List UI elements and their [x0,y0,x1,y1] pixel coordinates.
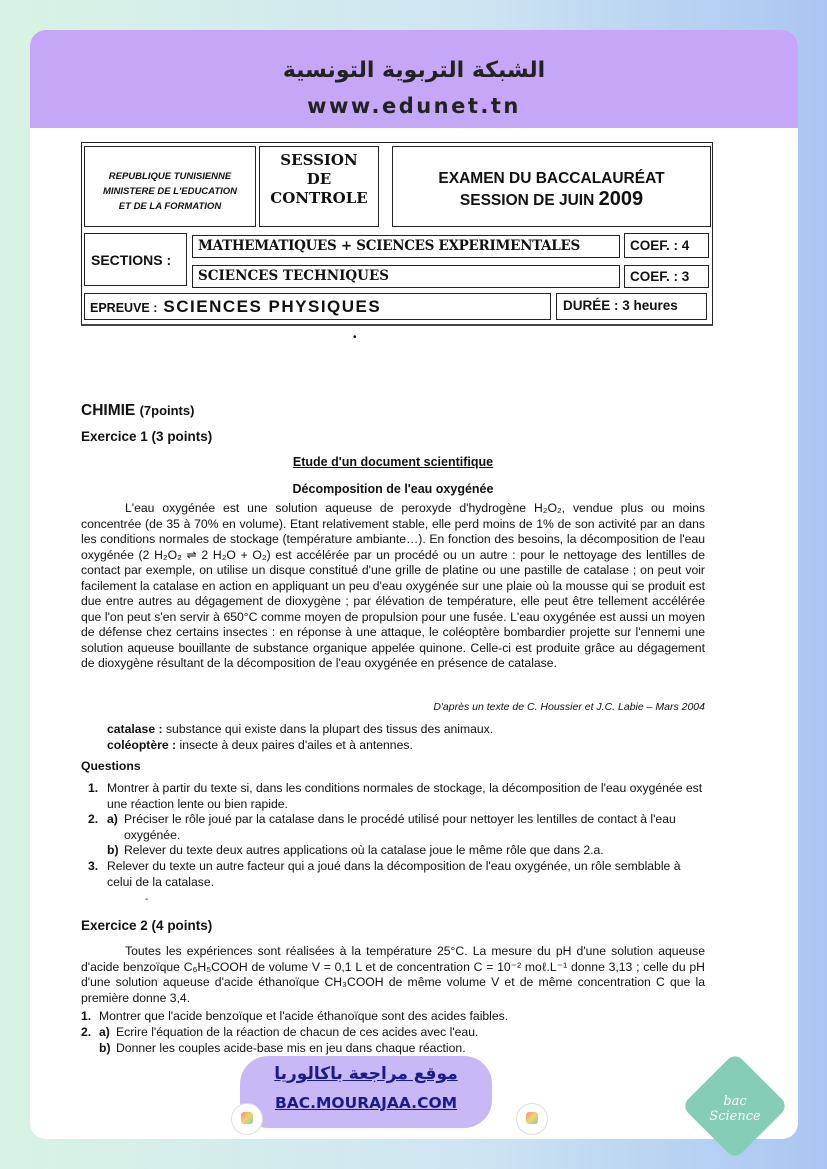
question-2a: Préciser le rôle joué par la catalase dans le procédé utilisé pour nettoyer les lentilles de contact à l'eau oxygénée. [124,812,676,842]
document-subtitle: Décomposition de l'eau oxygénée [292,482,494,496]
epreuve-block: EPREUVE : SCIENCES PHYSIQUES [84,293,551,320]
scan-dot: • [353,332,357,343]
exam-title: EXAMEN DU BACCALAURÉAT [438,170,665,187]
question-3: Relever du texte un autre facteur qui a joué dans la décomposition de l'eau oxygénée, un rôle semblable à celui de la catalase. [107,859,681,889]
header-underline [81,324,713,326]
q2b-label: b) [107,843,119,857]
republic-block: REPUBLIQUE TUNISIENNE MINISTERE DE L'EDUCATION ET DE LA FORMATION [84,146,256,227]
question-1: Montrer à partir du texte si, dans les conditions normales de stockage, la décomposition de l'eau oxygénée est une réaction lente ou bien rapide. [107,781,703,811]
coef-math: COEF. : 4 [624,233,709,258]
banner-arabic-title: الشبكة التربوية التونسية [282,58,546,83]
gloss-coleoptere: coléoptère : insecte à deux paires d'ailes et à antennes. [107,738,413,752]
gloss-catalase: catalase : substance qui existe dans la plupart des tissus des animaux. [107,722,494,736]
exam-session: SESSION DE JUIN [459,192,595,209]
scan-dot: - [145,894,149,905]
exam-year: 2009 [598,188,644,210]
section-math: MATHEMATIQUES + SCIENCES EXPERIMENTALES [192,235,620,258]
page-frame [30,30,798,1139]
epreuve-subject: SCIENCES PHYSIQUES [163,297,382,316]
e2a-label: a) [99,1025,110,1039]
footer-site-link[interactable]: BAC.MOURAJAA.COM [274,1094,458,1112]
document-source: D'après un texte de C. Houssier et J.C. Labie – Mars 2004 [433,701,705,713]
e2b-label: b) [99,1041,111,1055]
exercise2-title: Exercice 2 (4 points) [81,918,213,933]
exercise2-q1: Montrer que l'acide benzoïque et l'acide éthanoïque sont des acides faibles. [99,1009,509,1023]
sections-label: SECTIONS : [84,233,187,286]
duree-block: DURÉE : 3 heures [556,293,707,320]
question-2b: Relever du texte deux autres applications où la catalase joue le même rôle que dans 2.a. [124,843,604,857]
edunet-banner [30,30,798,128]
q2-number: 2. [88,812,99,826]
session-block: SESSION DE CONTROLE [259,146,379,227]
bac-mourajaa-badge[interactable] [240,1056,492,1128]
q1-number: 1. [88,781,99,795]
exercise1-title: Exercice 1 (3 points) [81,429,213,444]
exercise2-text: Toutes les expériences sont réalisées à la température 25°C. La mesure du pH d'une solution aqueuse d'acide benzoïque C₆H₅COOH de volume V = 0,1 L et de concentration C = 10⁻² moℓ.L⁻¹ donne 3,13 ; celle du pH d'une solution aqueuse d'acide éthanoïque CH₃COOH de même volume V et de même concentration C que la première donne 3,4. [81,944,705,1005]
e2-number: 2. [81,1025,92,1039]
banner-url[interactable]: www.edunet.tn [307,94,521,118]
exercise2-q2b: Donner les couples acide-base mis en jeu dans chaque réaction. [116,1041,466,1055]
site-logo-icon [231,1103,263,1135]
chimie-heading: CHIMIE (7points) [81,402,195,419]
coef-tech: COEF. : 3 [624,265,709,288]
footer-arabic-link[interactable]: موقع مراجعة باكالوريا [274,1064,458,1084]
questions-label: Questions [81,759,141,773]
site-logo-icon [516,1103,548,1135]
q3-number: 3. [88,859,99,873]
q2a-label: a) [107,812,118,826]
document-text: L'eau oxygénée est une solution aqueuse de peroxyde d'hydrogène H₂O₂, vendue plus ou moins concentrée (de 35 à 70% en volume). Etant relativement stable, elle perd moins de 1% de son activité par an dans les conditions normales de stockage (température ambiante…). En fonction des besoins, la décomposition de l'eau oxygénée (2 H₂O₂ ⇌ 2 H₂O + O₂) est accélérée par un procédé ou un autre : pour le nettoyage des lentilles de contact par exemple, on utilise un disque constitué d'une grille de platine ou une pastille de catalase ; on peut voir facilement la catalase en action en appliquant un peu d'eau oxygénée sur une plaie où la mousse qui se produit est due entre autres au dégagement de dioxygène ; par élévation de température, elle peut être tellement accélérée que l'on peut s'en servir à 650°C comme moyen de propulsion pour une fusée. L'eau oxygénée est aussi un moyen de défense chez certains insectes : en réponse à une attaque, le coléoptère bombardier projette sur l'ennemi une solution aqueuse bouillante de substance organique appelée quinone. Celle-ci est produite grâce au dégagement de dioxygène résultant de la décomposition de l'eau oxygénée en présence de catalase. [81,501,705,670]
section-tech: SCIENCES TECHNIQUES [192,265,620,288]
bac-science-logo-text: bac Science [709,1094,761,1124]
exam-title-block [392,146,711,227]
document-title: Etude d'un document scientifique [292,455,494,469]
exercise2-q2a: Ecrire l'équation de la réaction de chacun de ces acides avec l'eau. [116,1025,479,1039]
e1-number: 1. [81,1009,92,1023]
